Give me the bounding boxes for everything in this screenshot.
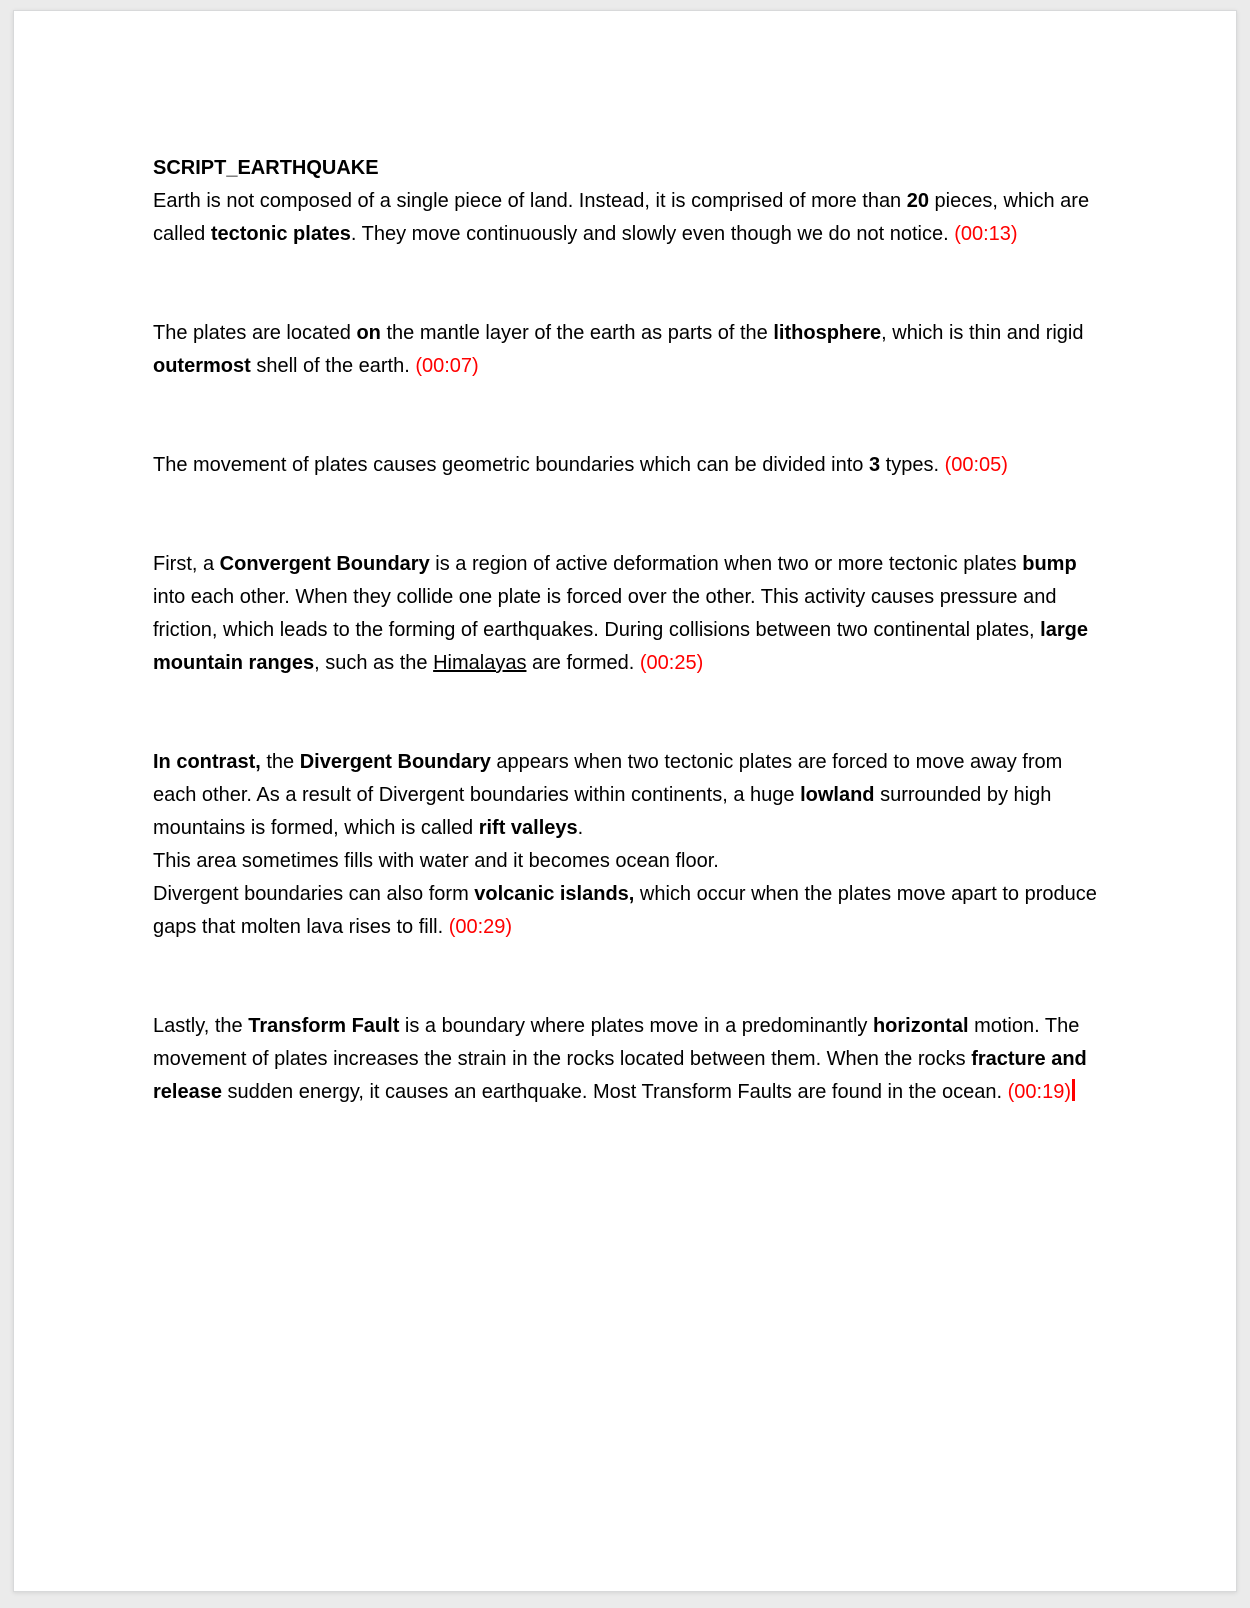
text-run: bump [1022,553,1077,575]
text-run: on [356,322,381,344]
text-run: are formed. [526,652,640,674]
text-run: lowland [800,784,875,806]
text-run: Himalayas [433,652,527,674]
text-run: which occur when the plates move apart to produce gaps that molten lava rises to fill. [153,883,1103,938]
text-run: outermost [153,355,251,377]
text-run: Lastly, the [153,1015,249,1037]
paragraph[interactable] [153,317,1097,383]
text-run: the mantle layer of the earth as parts of the [380,322,774,344]
text-run: volcanic islands, [474,883,635,905]
text-run: 3 [868,454,881,476]
text-run: The movement of plates causes geometric boundaries which can be divided into [153,454,869,476]
text-run: , which is thin and rigid [881,322,1090,344]
text-run: is a boundary where plates move in a predominantly [399,1015,873,1037]
document-title[interactable]: SCRIPT_EARTHQUAKE [153,157,379,179]
text-run: . They move continuously and slowly even though we do not notice. [350,223,955,245]
paragraph[interactable] [153,449,1097,482]
text-run: lithosphere [773,322,882,344]
document-page[interactable] [13,10,1237,1592]
text-run: types. [880,454,945,476]
text-run: Divergent Boundary [299,751,491,773]
text-run: The plates are located [153,322,357,344]
timestamp: (00:19) [1007,1081,1071,1103]
text-run: First, a [153,553,220,575]
timestamp: (00:07) [415,355,479,377]
paragraph[interactable] [153,1010,1097,1109]
text-run: , such as the [314,652,434,674]
paragraph[interactable] [153,548,1097,680]
timestamp: (00:13) [954,223,1018,245]
text-run: motion. The movement of plates increases the strain in the rocks located between them. When the rocks [153,1015,1085,1070]
text-run: Divergent boundaries can also form [153,883,475,905]
document-body [153,185,1103,1109]
timestamp: (00:29) [448,916,513,938]
text-run: Earth is not composed of a single piece of land. Instead, it is comprised of more than [153,190,907,212]
text-run: appears when two tectonic plates are forced to move away from each other. As a result of Divergent boundaries within continents, a huge [153,751,1068,806]
text-run: into each other. When they collide one plate is forced over the other. This activity causes pressure and friction, which leads to the forming of earthquakes. During collisions between two continental plates, [153,553,1083,641]
text-run: pieces, which are called [153,190,1095,245]
text-run: Convergent Boundary [219,553,430,575]
text-run: the [260,751,300,773]
text-run: shell of the earth. [250,355,416,377]
text-run: surrounded by high mountains is formed, which is called [153,784,1057,839]
text-run: . [577,817,584,839]
text-run: This area sometimes fills with water and it becomes ocean floor. [153,850,719,872]
paragraph[interactable] [153,746,1103,944]
text-run: rift valleys [478,817,578,839]
text-run: In contrast, [153,751,261,773]
text-cursor [1072,1079,1075,1101]
text-run: horizontal [872,1015,969,1037]
text-run: tectonic plates [210,223,351,245]
paragraph[interactable] [153,185,1097,251]
timestamp: (00:25) [639,652,704,674]
text-run: large mountain ranges [153,619,1094,674]
text-run: 20 [906,190,929,212]
text-run: is a region of active deformation when two or more tectonic plates [429,553,1023,575]
timestamp: (00:05) [944,454,1008,476]
text-run: Transform Fault [248,1015,400,1037]
text-run: fracture and release [153,1048,1093,1103]
text-run: sudden energy, it causes an earthquake. Most Transform Faults are found in the ocean. [221,1081,1008,1103]
